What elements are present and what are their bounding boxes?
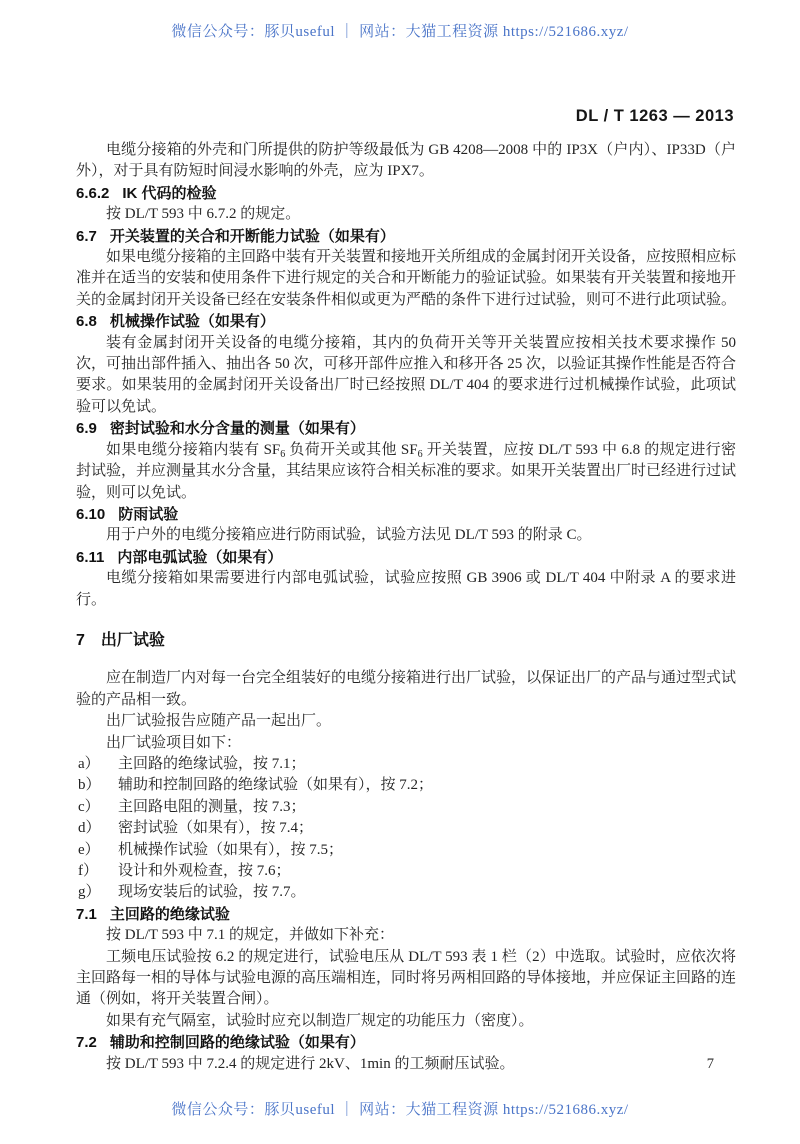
list-marker: f） — [78, 863, 98, 879]
paragraph-7-list-lead: 出厂试验项目如下： — [106, 734, 242, 751]
section-title: 机械操作试验（如果有） — [109, 313, 275, 331]
section-title: 密封试验和水分含量的测量（如果有） — [109, 420, 365, 438]
list-text: 主回路的绝缘试验，按 7.1； — [118, 755, 306, 772]
section-number: 6.8 — [76, 313, 97, 331]
section-heading-6-9 — [76, 418, 736, 439]
chapter-heading-7 — [76, 630, 736, 651]
paragraph-6-6-2: 按 DL/T 593 中 6.7.2 的规定。 — [106, 206, 301, 223]
list-marker: a） — [78, 755, 100, 772]
section-number: 6.6.2 — [76, 184, 110, 202]
list-item — [76, 797, 736, 818]
factory-test-list — [76, 754, 736, 904]
list-item — [76, 818, 736, 839]
section-number: 7.1 — [76, 905, 97, 923]
section-number: 6.11 — [76, 548, 105, 566]
paragraph-7-1-c: 如果有充气隔室，试验时应充以制造厂规定的功能压力（密度）。 — [106, 1012, 534, 1029]
section-title: IK 代码的检验 — [122, 184, 217, 202]
section-title: 内部电弧试验（如果有） — [117, 548, 283, 566]
list-marker: e） — [78, 841, 100, 858]
text-segment: 如果电缆分接箱内装有 SF — [106, 441, 281, 458]
text-segment: 开关装置，应按 DL/T 593 中 6.8 的规定进行密封试验，并应测量其水分含量，其结果应该符合相关标准的要求。如果开关装置出厂时已经进行过试验，则可以免试。 — [76, 441, 737, 501]
section-heading-6-10 — [76, 504, 736, 525]
sf6-subscript: 6 — [417, 448, 423, 460]
document-content — [76, 140, 736, 1075]
list-marker: d） — [78, 820, 101, 837]
paragraph-6-9 — [76, 440, 736, 504]
list-item — [76, 882, 736, 903]
section-number: 7.2 — [76, 1034, 97, 1052]
paragraph-6-7: 如果电缆分接箱的主回路中装有开关装置和接地开关所组成的金属封闭开关设备，应按照相应标准并在适当的安装和使用条件下进行规定的关合和开断能力的验证试验。如果装有开关装置和接地开关的金属封闭开关设备已经在安装条件相似或更为严酷的条件下进行过试验，则可不进行此项试验。 — [76, 249, 737, 308]
section-number: 6.9 — [76, 420, 97, 438]
list-marker: g） — [78, 884, 101, 901]
list-item — [76, 861, 736, 882]
section-number: 6.10 — [76, 505, 106, 523]
doc-number: DL / T 1263 — 2013 — [575, 107, 734, 125]
section-heading-6-7 — [76, 226, 736, 247]
paragraph-6-11: 电缆分接箱如果需要进行内部电弧试验，试验应按照 GB 3906 或 DL/T 404 中附录 A 的要求进行。 — [76, 570, 736, 608]
watermark-bottom: 微信公众号：豚贝useful ｜ 网站：大猫工程资源 https://521686.xyz/ — [171, 1102, 629, 1118]
list-text: 密封试验（如果有），按 7.4； — [118, 820, 314, 837]
paragraph-7-1-a: 按 DL/T 593 中 7.1 的规定，并做如下补充： — [106, 927, 395, 944]
list-marker: b） — [78, 777, 101, 794]
section-heading-6-8 — [76, 311, 736, 332]
section-title: 主回路的绝缘试验 — [109, 905, 230, 923]
section-heading-7-2 — [76, 1032, 736, 1053]
paragraph-6-10: 用于户外的电缆分接箱应进行防雨试验，试验方法见 DL/T 593 的附录 C。 — [106, 527, 592, 544]
chapter-number: 7 — [76, 631, 85, 649]
section-title: 辅助和控制回路的绝缘试验（如果有） — [109, 1034, 365, 1052]
section-title: 防雨试验 — [118, 505, 179, 523]
list-item — [76, 754, 736, 775]
list-text: 辅助和控制回路的绝缘试验（如果有），按 7.2； — [118, 777, 434, 794]
section-heading-7-1 — [76, 904, 736, 925]
text-segment: 负荷开关或其他 SF — [285, 441, 418, 458]
sf6-subscript: 6 — [280, 448, 286, 460]
section-heading-6-6-2 — [76, 183, 736, 204]
paragraph-7-report: 出厂试验报告应随产品一起出厂。 — [106, 713, 332, 730]
page-number: 7 — [706, 1056, 714, 1072]
list-item — [76, 840, 736, 861]
paragraph-7-intro: 应在制造厂内对每一台完全组装好的电缆分接箱进行出厂试验，以保证出厂的产品与通过型式试验的产品相一致。 — [76, 670, 737, 708]
list-text: 主回路电阻的测量，按 7.3； — [118, 798, 306, 815]
list-text: 机械操作试验（如果有），按 7.5； — [118, 841, 344, 858]
watermark-top: 微信公众号：豚贝useful ｜ 网站：大猫工程资源 https://521686.xyz/ — [171, 24, 629, 40]
section-title: 开关装置的关合和开断能力试验（如果有） — [109, 227, 395, 245]
paragraph-ip-rating: 电缆分接箱的外壳和门所提供的防护等级最低为 GB 4208—2008 中的 IP3X（户内）、IP33D（户外），对于具有防短时间浸水影响的外壳，应为 IPX7。 — [76, 142, 736, 180]
list-text: 设计和外观检查，按 7.6； — [118, 863, 291, 879]
paragraph-7-1-b: 工频电压试验按 6.2 的规定进行，试验电压从 DL/T 593 表 1 栏（2）中选取。试验时，应依次将主回路每一相的导体与试验电源的高压端相连，同时将另两相回路的导体接地，并应保证主回路的连通（例如，将开关装置合闸）。 — [76, 948, 737, 1008]
list-text: 现场安装后的试验，按 7.7。 — [118, 884, 306, 901]
paragraph-7-2: 按 DL/T 593 中 7.2.4 的规定进行 2kV、1min 的工频耐压试验。 — [106, 1055, 515, 1072]
section-number: 6.7 — [76, 227, 97, 245]
paragraph-6-8: 装有金属封闭开关设备的电缆分接箱，其内的负荷开关等开关装置应按相关技术要求操作 50 次，可抽出部件插入、抽出各 50 次，可移开部件应推入和移开各 25 次，以验证其操作性能是否符合要求。如果装用的金属封闭开关设备出厂时已经按照 DL/T 404 的要求进行过机械操作试验，此项试验可以免试。 — [76, 334, 737, 415]
chapter-title: 出厂试验 — [100, 631, 165, 649]
section-heading-6-11 — [76, 547, 736, 568]
list-item — [76, 775, 736, 796]
list-marker: c） — [78, 798, 100, 815]
